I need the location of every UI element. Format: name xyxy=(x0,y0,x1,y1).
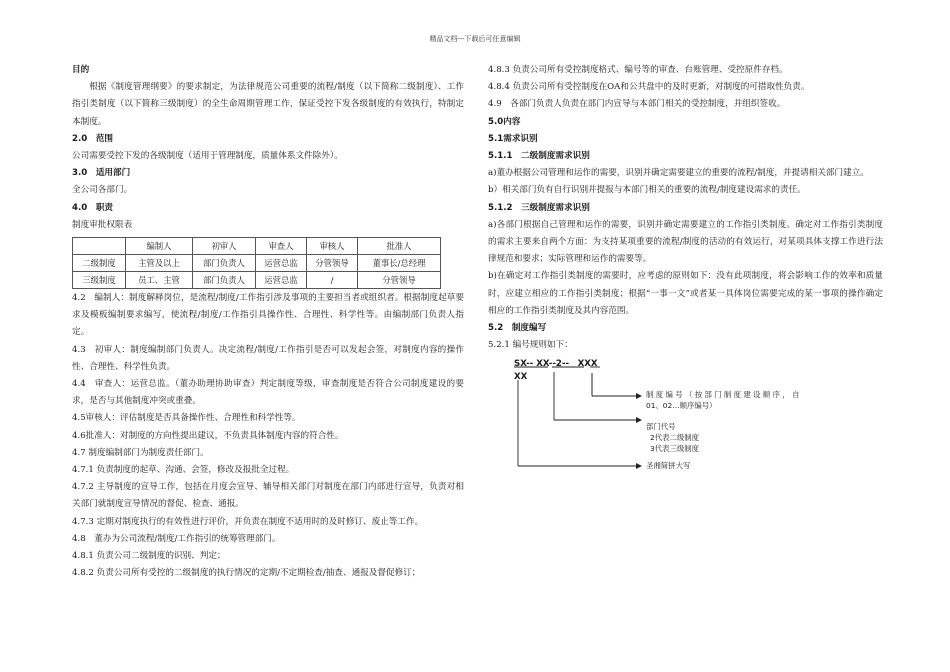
annotation-serial-line1: 制 度 编 号 （ 按 部 门 制 度 建 设 顺 序 ， 自 xyxy=(646,390,800,400)
duty-heading: 4.0 职责 xyxy=(72,202,114,213)
annotation-level3: 3代表三级制度 xyxy=(650,444,700,454)
para-4-8-1: 4.8.1 负责公司二级制度的识别、判定； xyxy=(72,551,226,562)
rule-heading: 5.2.1 编号规则如下： xyxy=(488,340,573,351)
para-4-7-3: 4.7.3 定期对制度执行的有效性进行评价，并负责在制度不适用时的及时修订、废止等工作。 xyxy=(72,516,424,527)
content-heading: 5.0内容 xyxy=(488,116,521,127)
write-heading: 5.2 制度编写 xyxy=(488,323,547,334)
para-4-2: 4.2 编制人：制度解释岗位，是流程/制度/工作指引涉及事项的主要担当者或组织者。根据制度起草要求及模板编制要求编写，使流程/制度/工作指引具操作性、合理性、科学性等。由编制部门负责人指定。 xyxy=(72,293,464,338)
para-4-8: 4.8 董办为公司流程/制度/工作指引的统筹管理部门。 xyxy=(72,533,281,544)
identify-heading: 5.1需求识别 xyxy=(488,133,538,144)
table-row xyxy=(73,272,441,289)
dept-text: 全公司各部门。 xyxy=(72,185,133,196)
purpose-heading: 目的 xyxy=(72,65,90,75)
dept-heading: 3.0 适用部门 xyxy=(72,168,131,179)
para-4-6: 4.6批准人：对制度的方向性提出建议，不负责具体制度内容的符合性。 xyxy=(72,430,344,441)
table-cell: 部门负责人 xyxy=(193,255,256,272)
numbering-connector-lines xyxy=(488,356,883,496)
code-format-line1: SX-- XX--2-- XXX xyxy=(514,359,598,370)
annotation-serial-line2: 01、02…顺序编号） xyxy=(646,401,717,411)
table-cell: 运营总监 xyxy=(256,272,307,289)
right-column xyxy=(488,62,883,496)
table-cell: 三级制度 xyxy=(73,272,126,289)
purpose-text: 根据《制度管理纲要》的要求制定，为法律规范公司重要的流程/制度（以下简称二级制度）、工作指引类制度（以下简称三级制度）的全生命周期管理工作，保证受控下发各级制度的有效执行，特制定本制度。 xyxy=(72,82,464,127)
page-header: 精品文档---下载后可任意编辑 xyxy=(429,35,521,43)
table-cell: 运营总监 xyxy=(256,255,307,272)
level2-para-a: a)董办根据公司管理和运作的需要，识别并确定需要建立的重要的流程/制度，并提请相关部门建立。 xyxy=(488,168,869,179)
table-cell: 分管领导 xyxy=(358,272,441,289)
annotation-dept-code: 部门代号 xyxy=(646,422,676,432)
level3-para-a: a)各部门根据自己管理和运作的需要，识别并确定需要建立的工作指引类制度。确定对工作指引类制度的需求主要来自两个方面：为支持某项重要的流程/制度的活动的有效运行，对某项具体支撑工作进行法律规范和要求；实际管理和运作的需要等。 xyxy=(488,219,883,265)
table-cell: 董事长/总经理 xyxy=(358,255,441,272)
para-4-7-1: 4.7.1 负责制度的起草、沟通、会签，修改及报批全过程。 xyxy=(72,465,295,476)
table-cell: 部门负责人 xyxy=(193,272,256,289)
table-cell: 员工、主管 xyxy=(126,272,193,289)
table-cell: 二级制度 xyxy=(73,255,126,272)
code-format-line2: XX xyxy=(514,372,528,383)
table-header-cell xyxy=(73,238,126,255)
level2-heading: 5.1.1 二级制度需求识别 xyxy=(488,151,590,162)
para-4-8-2: 4.8.2 负责公司所有受控的二级制度的执行情况的定期/不定期检查/抽查、通报及督促修订； xyxy=(72,568,421,579)
table-cell: / xyxy=(307,272,358,289)
table-header-row xyxy=(73,238,441,255)
para-4-3: 4.3 初审人：制度编制部门负责人。决定流程/制度/工作指引是否可以发起会签，对制度内容的操作性、合理性、科学性负责。 xyxy=(72,344,464,372)
para-4-8-4: 4.8.4 负责公司所有受控制度在OA和公共盘中的及时更新，对制度的可措取性负责。 xyxy=(488,82,810,93)
annotation-company-abbr: 圣湘简拼大写 xyxy=(646,461,691,471)
table-cell: 分管领导 xyxy=(307,255,358,272)
table-caption: 制度审批权限表 xyxy=(72,219,133,230)
table-header-cell: 审查人 xyxy=(256,238,307,255)
level3-heading: 5.1.2 三级制度需求识别 xyxy=(488,202,590,213)
left-column xyxy=(72,62,464,582)
para-4-7-2: 4.7.2 主导制度的宣导工作，包括在月度会宣导、辅导相关部门对制度在部门内部进行宣导，负责对相关部门就制度宣导情况的督促、检查、通报。 xyxy=(72,482,464,510)
table-header-cell: 批准人 xyxy=(358,238,441,255)
approval-table xyxy=(72,237,441,289)
para-4-4: 4.4 审查人：运营总监。（董办助理协助审查）判定制度等级，审查制度是否符合公司制度建设的要求，是否与其他制度冲突或重叠。 xyxy=(72,379,464,407)
scope-heading: 2.0 范围 xyxy=(72,133,114,144)
annotation-level2: 2代表二级制度 xyxy=(650,433,700,443)
level2-para-b: b）相关部门负有自行识别并提报与本部门相关的重要的流程/制度建设需求的责任。 xyxy=(488,185,806,196)
table-header-cell: 审核人 xyxy=(307,238,358,255)
para-4-5: 4.5审核人：评估制度是否具备操作性、合理性和科学性等。 xyxy=(72,413,301,424)
para-4-9: 4.9 各部门负责人负责在部门内宣导与本部门相关的受控制度，并组织签收。 xyxy=(488,99,786,110)
para-4-7: 4.7 制度编制部门为制度责任部门。 xyxy=(72,447,209,458)
level3-para-b: b)在确定对工作指引类制度的需要时，应考虑的原则如下：没有此项制度，将会影响工作的效率和质量时，应建立相应的工作指引类制度；根据“一事一文”或者某一具体岗位需要完成的某一事项的操作确定相应的工作指引类制度及其内容范围。 xyxy=(488,271,883,316)
table-cell: 主管及以上 xyxy=(126,255,193,272)
numbering-diagram xyxy=(488,356,883,496)
scope-text: 公司需要受控下发的各级制度（适用于管理制度，质量体系文件除外）。 xyxy=(72,151,343,162)
para-4-8-3: 4.8.3 负责公司所有受控制度格式、编号等的审查、台账管理、受控原件存档。 xyxy=(488,65,788,75)
table-header-cell: 初审人 xyxy=(193,238,256,255)
table-row xyxy=(73,255,441,272)
table-header-cell: 编制人 xyxy=(126,238,193,255)
